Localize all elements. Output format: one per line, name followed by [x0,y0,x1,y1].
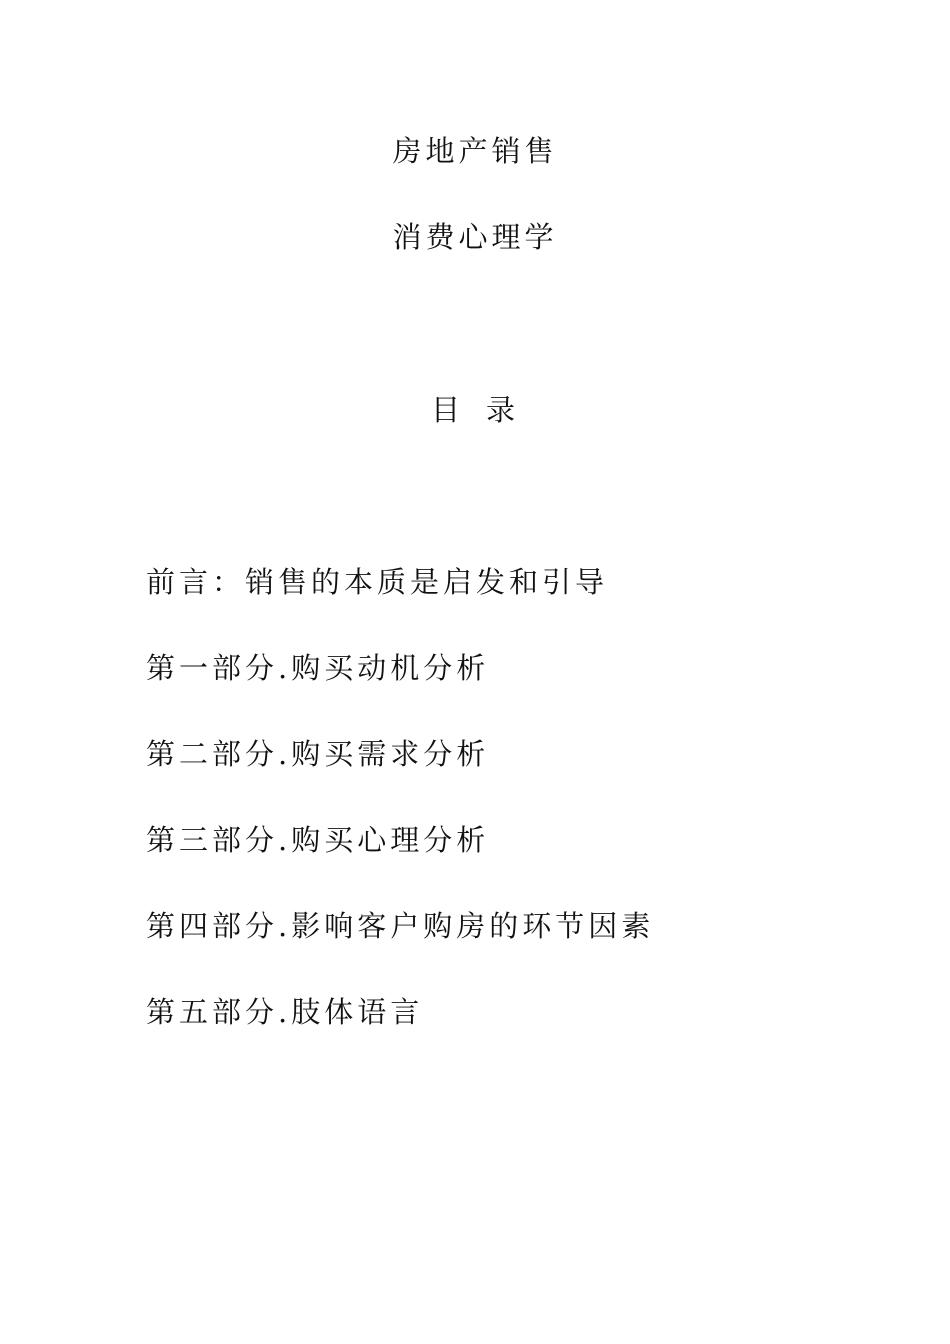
toc-list [146,562,654,1078]
toc-item-part-5: 第五部分.肢体语言 [146,995,424,1029]
toc-heading [0,390,950,430]
toc-item-preface: 前言：销售的本质是启发和引导 [146,565,609,599]
document-title-line-1: 房地产销售 [392,134,558,168]
document-title-line-2: 消费心理学 [392,220,558,254]
toc-item-part-2: 第二部分.购买需求分析 [146,737,490,771]
toc-item-part-1: 第一部分.购买动机分析 [146,651,490,685]
toc-item-part-4: 第四部分.影响客户购房的环节因素 [146,909,655,943]
toc-heading-part-1: 目 [430,393,464,427]
toc-heading-part-2: 录 [486,393,520,427]
toc-item-part-3: 第三部分.购买心理分析 [146,823,490,857]
